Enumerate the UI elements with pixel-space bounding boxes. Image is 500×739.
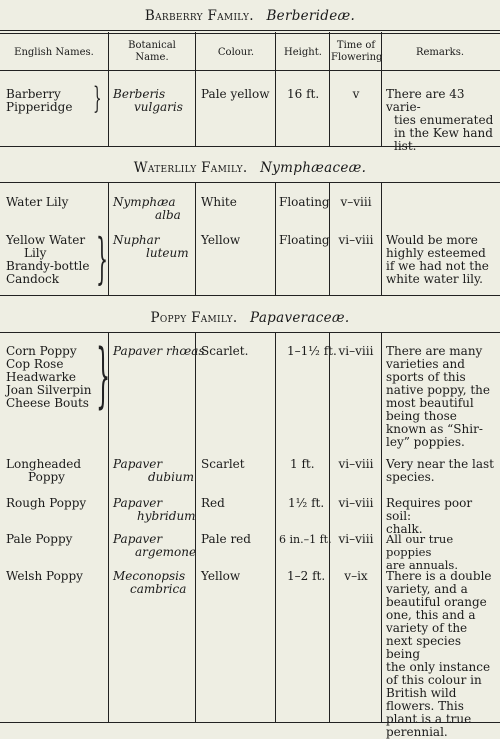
time-of-flowering: vi–viii	[338, 344, 374, 358]
header-botanical: Botanical Name.	[128, 40, 176, 63]
height: 1–2 ft.	[287, 569, 326, 583]
section-title-poppy	[0, 310, 500, 326]
header-english: English Names.	[14, 47, 94, 58]
family-latin: Berberideæ.	[266, 8, 356, 24]
time-of-flowering: v	[352, 87, 360, 101]
remarks-line: variety of the	[386, 621, 468, 635]
botanical-genus: Papaver rhœas	[113, 344, 205, 358]
remarks-line: known as “Shir-	[386, 422, 483, 436]
height: 1 ft.	[290, 457, 315, 471]
column-rule	[195, 332, 196, 722]
colour: Scarlet.	[201, 344, 249, 358]
column-rule	[329, 32, 330, 146]
english-name: Cop Rose	[6, 357, 64, 371]
remarks-line: All our true poppies	[386, 532, 454, 559]
remarks-line: native poppy, the	[386, 383, 490, 397]
english-name: Pipperidge	[6, 100, 73, 114]
english-name: Rough Poppy	[6, 496, 87, 510]
rule	[0, 332, 500, 333]
remarks	[386, 234, 496, 286]
rule	[0, 70, 500, 71]
colour: White	[201, 195, 237, 209]
section-title-waterlily	[0, 160, 500, 176]
botanical-species: alba	[155, 208, 181, 222]
remarks-line: plant is a true	[386, 712, 472, 726]
time-of-flowering: vi–viii	[338, 496, 374, 510]
family-name: Poppy Family.	[150, 310, 238, 326]
remarks-line: are annuals.	[386, 558, 458, 572]
remarks-line: ley” poppies.	[386, 435, 465, 449]
header-colour: Colour.	[217, 47, 255, 58]
english-name: Candock	[6, 272, 59, 286]
header-remarks: Remarks.	[415, 47, 465, 58]
english-name: Headwarke	[6, 370, 76, 384]
english-name: Corn Poppy	[6, 344, 77, 358]
remarks	[386, 345, 496, 449]
remarks-line: Requires poor soil:	[386, 496, 473, 523]
column-rule	[381, 332, 382, 722]
height: Floating	[279, 195, 330, 209]
remarks-line: sports of this	[386, 370, 466, 384]
column-rule	[275, 32, 276, 146]
column-rule	[195, 32, 196, 146]
family-name: Barberry Family.	[144, 8, 254, 24]
colour: Pale red	[201, 532, 251, 546]
remarks-line: beautiful orange	[386, 595, 487, 609]
botanical-genus: Nymphæa	[113, 195, 176, 209]
english-name-group	[6, 458, 81, 484]
rule	[0, 182, 500, 183]
remarks-line: British wild	[386, 686, 457, 700]
english-name-group	[6, 345, 92, 410]
remarks	[386, 570, 498, 739]
botanical-genus: Papaver	[113, 457, 163, 471]
remarks	[386, 88, 496, 153]
remarks-line: Would be more	[386, 233, 478, 247]
height: Floating	[279, 233, 330, 247]
height: 16 ft.	[287, 87, 320, 101]
colour: Yellow	[201, 233, 241, 247]
english-name: Welsh Poppy	[6, 569, 83, 583]
time-of-flowering: vi–viii	[338, 532, 374, 546]
remarks-line: being those	[386, 409, 457, 423]
family-name: Waterlily Family.	[133, 160, 248, 176]
remarks-line: perennial.	[386, 725, 448, 739]
botanical-species: dubium	[148, 470, 195, 484]
header-height: Height.	[284, 47, 322, 58]
column-rule	[329, 332, 330, 722]
colour: Yellow	[201, 569, 241, 583]
section-title-barberry	[0, 8, 500, 24]
remarks-line: There is a double	[386, 569, 492, 583]
remarks-line: varieties and	[386, 357, 465, 371]
header-time: Time of Flowering	[331, 40, 383, 63]
botanical-genus: Berberis	[113, 87, 166, 101]
remarks-line: white water lily.	[386, 272, 483, 286]
remarks	[386, 458, 498, 484]
english-name: Joan Silverpin	[6, 383, 92, 397]
remarks-line: species.	[386, 470, 435, 484]
remarks-line: most beautiful	[386, 396, 474, 410]
botanical-species: luteum	[146, 246, 189, 260]
english-name-group	[6, 234, 98, 286]
botanical-genus: Meconopsis	[113, 569, 186, 583]
column-rule	[108, 332, 109, 722]
colour: Red	[201, 496, 225, 510]
rule	[0, 722, 500, 723]
time-of-flowering: v–ix	[344, 569, 368, 583]
remarks-line: if we had not the	[386, 259, 489, 273]
remarks	[386, 533, 500, 572]
botanical-species: vulgaris	[134, 100, 183, 114]
english-name: Poppy	[28, 470, 65, 484]
rule	[0, 295, 500, 296]
remarks	[386, 497, 498, 536]
botanical-species: argemone	[135, 545, 197, 559]
botanical-genus: Nuphar	[113, 233, 160, 247]
english-name: Pale Poppy	[6, 532, 73, 546]
column-rule	[108, 32, 109, 146]
remarks-line: chalk.	[386, 522, 423, 536]
colour: Scarlet	[201, 457, 245, 471]
remarks-line: ties enumerated	[394, 113, 494, 127]
english-name: Brandy-bottle	[6, 259, 90, 273]
remarks-line: There are 43 varie-	[386, 87, 465, 114]
time-of-flowering: v–viii	[340, 195, 372, 209]
column-rule	[381, 32, 382, 146]
botanical-species: hybridum	[137, 509, 196, 523]
brace: }	[93, 81, 102, 116]
remarks-line: Very near the last	[386, 457, 494, 471]
remarks-line: the only instance	[386, 660, 491, 674]
rule	[0, 146, 500, 147]
english-name	[6, 234, 98, 247]
height: 6 in.–1 ft.	[279, 533, 332, 546]
height: 1–1½ ft.	[287, 344, 337, 358]
english-name: Water Lily	[6, 195, 69, 209]
remarks-line: next species being	[386, 634, 461, 661]
height: 1½ ft.	[288, 496, 325, 510]
column-rule	[381, 182, 382, 295]
botanical-species: cambrica	[130, 582, 187, 596]
remarks-line: highly esteemed	[386, 246, 486, 260]
column-rule	[275, 332, 276, 722]
remarks-line: variety, and a	[386, 582, 468, 596]
brace: }	[96, 227, 109, 290]
remarks-line: There are many	[386, 344, 483, 358]
column-rule	[108, 182, 109, 295]
family-latin: Nymphæaceæ.	[260, 160, 367, 176]
column-rule	[195, 182, 196, 295]
family-latin: Papaveraceæ.	[250, 310, 350, 326]
english-name: Barberry	[6, 87, 61, 101]
column-rule	[329, 182, 330, 295]
botanical-genus: Papaver	[113, 532, 163, 546]
time-of-flowering: vi–viii	[338, 457, 374, 471]
english-name: Longheaded	[6, 457, 82, 471]
colour: Pale yellow	[201, 87, 270, 101]
remarks-line: flowers. This	[386, 699, 464, 713]
english-name: Cheese Bouts	[6, 396, 89, 410]
rule	[0, 30, 500, 34]
brace: }	[96, 334, 111, 416]
remarks-line: one, this and a	[386, 608, 476, 622]
remarks-line: list.	[394, 139, 417, 153]
column-rule	[275, 182, 276, 295]
english-name: Lily	[24, 246, 47, 260]
english-name-text: Yellow Water	[6, 233, 86, 247]
remarks-line: of this colour in	[386, 673, 482, 687]
botanical-genus: Papaver	[113, 496, 163, 510]
time-of-flowering: vi–viii	[338, 233, 374, 247]
remarks-line: in the Kew hand	[394, 126, 493, 140]
